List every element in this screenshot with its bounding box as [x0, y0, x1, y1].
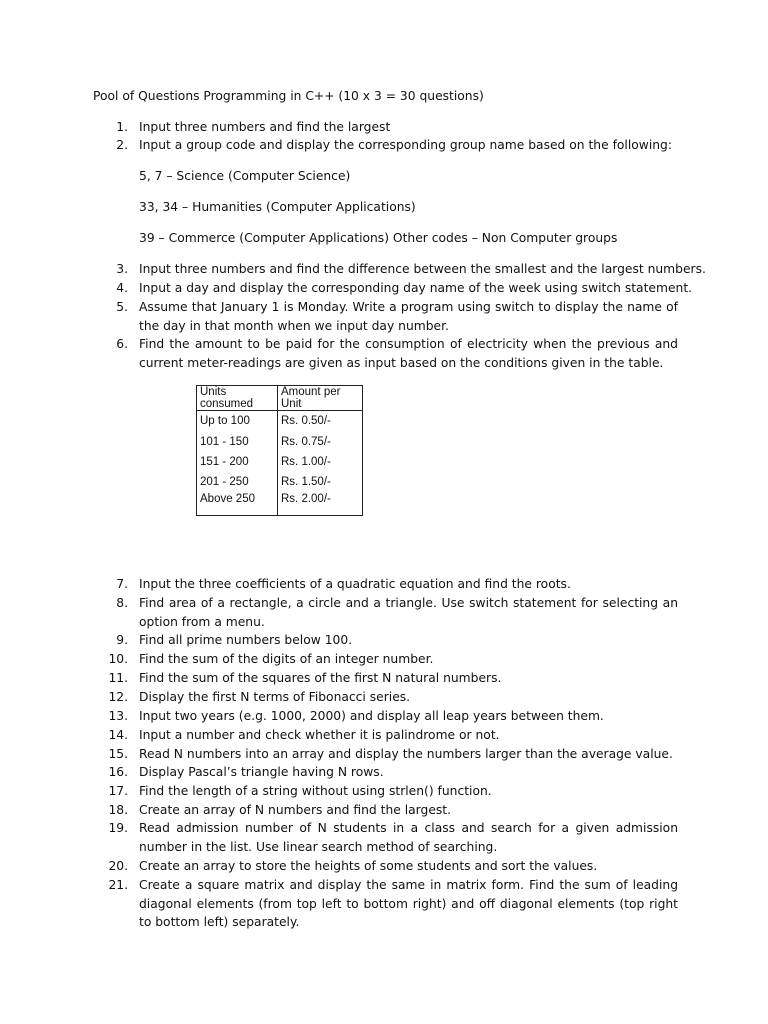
question-number: 10. [108, 652, 128, 666]
question-number: 12. [108, 690, 128, 704]
question-text: Read admission number of N students in a class and search for a given admission number in the list. Use linear search method of searching. [139, 821, 678, 854]
question-number: 14. [108, 728, 128, 742]
document-title: Pool of Questions Programming in C++ (10 x 3 = 30 questions) [93, 89, 484, 103]
question-text: Display Pascal’s triangle having N rows. [139, 765, 384, 779]
question-number: 9. [116, 633, 128, 647]
question-number: 8. [116, 596, 128, 610]
question-number: 3. [116, 262, 128, 276]
group-code-line: 39 – Commerce (Computer Applications) Other codes – Non Computer groups [139, 231, 618, 245]
table-row [197, 493, 363, 516]
question-text: Input three numbers and find the largest [139, 120, 391, 134]
question-text: Create an array of N numbers and find the largest. [139, 803, 452, 817]
amount-cell: Rs. 1.00/- [278, 452, 363, 472]
question-number: 1. [116, 120, 128, 134]
question-text: Input a day and display the corresponding day name of the week using switch statement. [139, 281, 693, 295]
question-text: Assume that January 1 is Monday. Write a program using switch to display the name of the day in that month when we input day number. [139, 300, 678, 333]
units-cell: 151 - 200 [197, 452, 278, 472]
question-number: 20. [108, 859, 128, 873]
column-header: Amount per Unit [278, 386, 363, 411]
amount-cell: Rs. 0.75/- [278, 431, 363, 451]
question-number: 13. [108, 709, 128, 723]
question-text: Input the three coefficients of a quadratic equation and find the roots. [139, 577, 571, 591]
question-number: 2. [116, 138, 128, 152]
question-number: 18. [108, 803, 128, 817]
amount-cell: Rs. 0.50/- [278, 411, 363, 432]
question-text: Create an array to store the heights of some students and sort the values. [139, 859, 598, 873]
question-text: Input a number and check whether it is palindrome or not. [139, 728, 500, 742]
electricity-rate-table [196, 385, 363, 516]
question-text: Create a square matrix and display the same in matrix form. Find the sum of leading diagonal elements (from top left to bottom right) and off diagonal elements (top right to bottom left) separately. [139, 878, 678, 929]
units-cell: Up to 100 [197, 411, 278, 432]
question-text: Find the sum of the squares of the first N natural numbers. [139, 671, 502, 685]
table-row [197, 431, 363, 451]
amount-cell: Rs. 1.50/- [278, 472, 363, 492]
question-text: Input two years (e.g. 1000, 2000) and display all leap years between them. [139, 709, 604, 723]
question-text: Find the length of a string without using strlen() function. [139, 784, 492, 798]
amount-cell: Rs. 2.00/- [278, 493, 363, 516]
question-number: 11. [108, 671, 128, 685]
table-row [197, 472, 363, 492]
question-number: 4. [116, 281, 128, 295]
units-cell: 201 - 250 [197, 472, 278, 492]
question-number: 16. [108, 765, 128, 779]
table-header-row [197, 386, 363, 411]
question-text: Find all prime numbers below 100. [139, 633, 353, 647]
column-header: Units consumed [197, 386, 278, 411]
question-text: Input three numbers and find the difference between the smallest and the largest numbers. [139, 262, 706, 276]
question-text: Input a group code and display the corresponding group name based on the following: [139, 138, 672, 152]
question-number: 21. [108, 878, 128, 892]
question-text: Find the sum of the digits of an integer number. [139, 652, 434, 666]
question-number: 19. [108, 821, 128, 835]
units-cell: Above 250 [197, 493, 278, 516]
question-text: Read N numbers into an array and display the numbers larger than the average value. [139, 747, 673, 761]
table-row [197, 411, 363, 432]
question-number: 7. [116, 577, 128, 591]
table-row [197, 452, 363, 472]
question-text: Display the first N terms of Fibonacci series. [139, 690, 411, 704]
question-number: 5. [116, 300, 128, 314]
group-code-line: 5, 7 – Science (Computer Science) [139, 169, 351, 183]
question-text: Find the amount to be paid for the consumption of electricity when the previous and current meter-readings are given as input based on the conditions given in the table. [139, 337, 678, 370]
question-number: 6. [116, 337, 128, 351]
question-number: 15. [108, 747, 128, 761]
units-cell: 101 - 150 [197, 431, 278, 451]
question-number: 17. [108, 784, 128, 798]
question-text: Find area of a rectangle, a circle and a triangle. Use switch statement for selecting an option from a menu. [139, 596, 678, 629]
group-code-line: 33, 34 – Humanities (Computer Applications) [139, 200, 416, 214]
